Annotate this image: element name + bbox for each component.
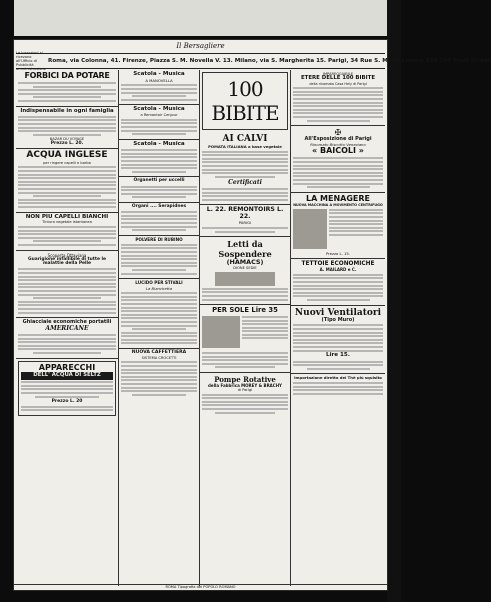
ad-indispensabile [16, 107, 118, 150]
ad-pompe [200, 373, 290, 417]
ad-ai-calvi [200, 132, 290, 205]
ad-esposizione [291, 126, 385, 193]
ad-scatola-3 [119, 140, 199, 178]
ad-title: LUCIDO PER STIVALI [135, 280, 183, 286]
ad-polvere [119, 236, 199, 279]
ad-apparecchi [18, 361, 116, 416]
address-prefix: Le Inserzioni si ricevono all'Ufficio di Pubblicità amministrazione [16, 51, 47, 71]
banner-title: 100 BIBITE [211, 77, 279, 125]
scan-dark-edge [387, 0, 401, 602]
ad-title: Pompe Rotative [214, 374, 276, 384]
ad-lucido [119, 279, 199, 349]
ad-subtitle: a Remontoir Cenjour [140, 113, 178, 118]
ad-per-sole [200, 305, 290, 373]
ad-title: POLVERE DI RUBINO [135, 236, 183, 242]
ad-title: ETERE DELLE 100 BIBITE [300, 75, 376, 81]
ad-subtitle: della rinomata Casa Hely di Parigi [309, 81, 367, 86]
ad-title: Scoperta Ottaviana [47, 252, 87, 258]
machine-illustration [202, 316, 240, 348]
ad-organetti [119, 177, 199, 203]
ad-forbici [16, 70, 118, 107]
ad-subtitle: Rinomato Biscotto Veneziano [310, 142, 366, 148]
ad-price: Lire 15. [326, 352, 350, 359]
ad-subtitle: della Fabbrica MOREY & BRACHY [208, 382, 282, 388]
ad-title: Letti da Sospendere [218, 239, 272, 260]
ad-ventilatori [291, 306, 385, 375]
ad-title: Organetti per uccelli [133, 178, 185, 184]
scan-top-margin [14, 0, 387, 36]
ad-title: PER SOLE Lire 35 [212, 306, 278, 315]
ad-title: Scatola - Musica [133, 106, 185, 113]
address-main: Roma, via Colonna, 41. Firenze, Piazza S. M. Novella V. 13. Milano, via S. Margherita 15. Parigi, 34 Rue S. Marc. Londra 139 140 Fleet Street [48, 58, 491, 64]
ad-price: Prezzo L. 15. [325, 251, 351, 257]
ad-title: Nuovi Ventilatori [294, 307, 382, 318]
column-1 [16, 70, 119, 586]
ad-subtitle: BAZAR DU VOYAGE [49, 137, 85, 142]
ad-ghiacciaie [16, 318, 118, 358]
ad-title: NUOVA CAFFETTIERA [131, 350, 187, 356]
ad-price: Prezzo L. 20 [51, 399, 83, 405]
ad-caffettiera [119, 349, 199, 399]
ad-title: ACQUA INGLESE [26, 150, 108, 161]
certificati-heading: Certificati [228, 179, 262, 187]
ad-subtitle: PARIGI [238, 220, 252, 226]
ad-subtitle-2: di Parigi [237, 388, 253, 393]
machine-illustration [293, 209, 327, 249]
ad-scoperta [16, 251, 118, 319]
ad-letti [200, 237, 290, 305]
ad-subtitle-2: DIONE SEDIE [233, 265, 257, 270]
ad-etere [291, 70, 385, 126]
ad-title: NON PIU CAPELLI BIANCHI [25, 213, 109, 220]
column-2 [119, 70, 200, 586]
ad-kicker: IMPAREGGIABILE [322, 72, 354, 76]
ad-remontoirs [200, 205, 290, 237]
ad-subtitle: (HAMACS) [226, 258, 264, 267]
ad-title: All'Esposizione di Parigi [304, 136, 372, 143]
ad-title: TETTOIE ECONOMICHE [301, 261, 375, 268]
ad-title: Scatola - Musica [133, 140, 185, 147]
masthead: Il Bersagliere [176, 42, 225, 50]
ad-title: FORBICI DA POTARE [24, 71, 110, 80]
ad-subtitle: POMATA ITALIANA a base vegetale [208, 144, 282, 149]
ad-100-bibite-banner [202, 72, 288, 130]
ad-scatola-2 [119, 105, 199, 139]
ad-subtitle: (Tipo Muro) [321, 316, 355, 323]
ad-title: Scatola - Musica [133, 71, 185, 77]
ad-capelli [16, 213, 118, 251]
ad-title: L. 22. REMONTOIRS L. 22. [206, 206, 284, 220]
ad-subtitle: Tintura vegetale istantanea [42, 220, 92, 225]
ad-acqua-inglese [16, 149, 118, 212]
page-footer: ROMA Tipografia del POPOLO ROMANO [14, 584, 387, 590]
ad-title: Importazione diretta del Thè più squisito [294, 375, 382, 381]
ad-scatola-1 [119, 70, 199, 105]
ad-title: LA MENAGERE [305, 193, 371, 203]
ad-subtitle: DELL' ACQUA DI SELTZ [21, 372, 113, 380]
newspaper-page [14, 40, 491, 590]
ad-title: Organi .... Serapidnes [131, 204, 187, 210]
ad-tettoie [291, 259, 385, 305]
ad-subtitle: NUOVA MACCHINA A MOVIMENTO CENTRIFUGO [293, 203, 383, 208]
ad-subtitle: per ringere capelli e barba [43, 160, 91, 165]
ad-price: Prezzo L. 20. [50, 141, 84, 147]
ad-menagere [291, 193, 385, 259]
ad-subtitle: A MANOVELLA [145, 77, 173, 83]
ad-title: AI CALVI [222, 134, 268, 144]
column-4 [291, 70, 385, 586]
ad-the [291, 374, 385, 398]
hammock-illustration [215, 272, 275, 286]
column-3 [200, 70, 291, 586]
ad-title: Indispensabile in ogni famiglia [20, 107, 114, 114]
ad-brand: « BAICOLI » [312, 146, 364, 156]
medal-icon: ✠ [334, 128, 342, 138]
ad-subtitle: La Bianchetta [145, 285, 173, 291]
ad-title: APPARECCHI [38, 362, 96, 372]
ad-organi [119, 203, 199, 236]
ad-title: Ghiacciaie economiche portatili [22, 319, 112, 326]
ad-subtitle: AMERICANE [45, 325, 89, 333]
address-bar [16, 51, 491, 71]
ad-subtitle: A. MAILARD e C. [319, 267, 357, 273]
ad-subtitle: SISTEMA CROCETTI [141, 355, 177, 360]
ad-subtitle: Guarigione infallibile di tutte le malattie della Pelle [28, 256, 106, 267]
